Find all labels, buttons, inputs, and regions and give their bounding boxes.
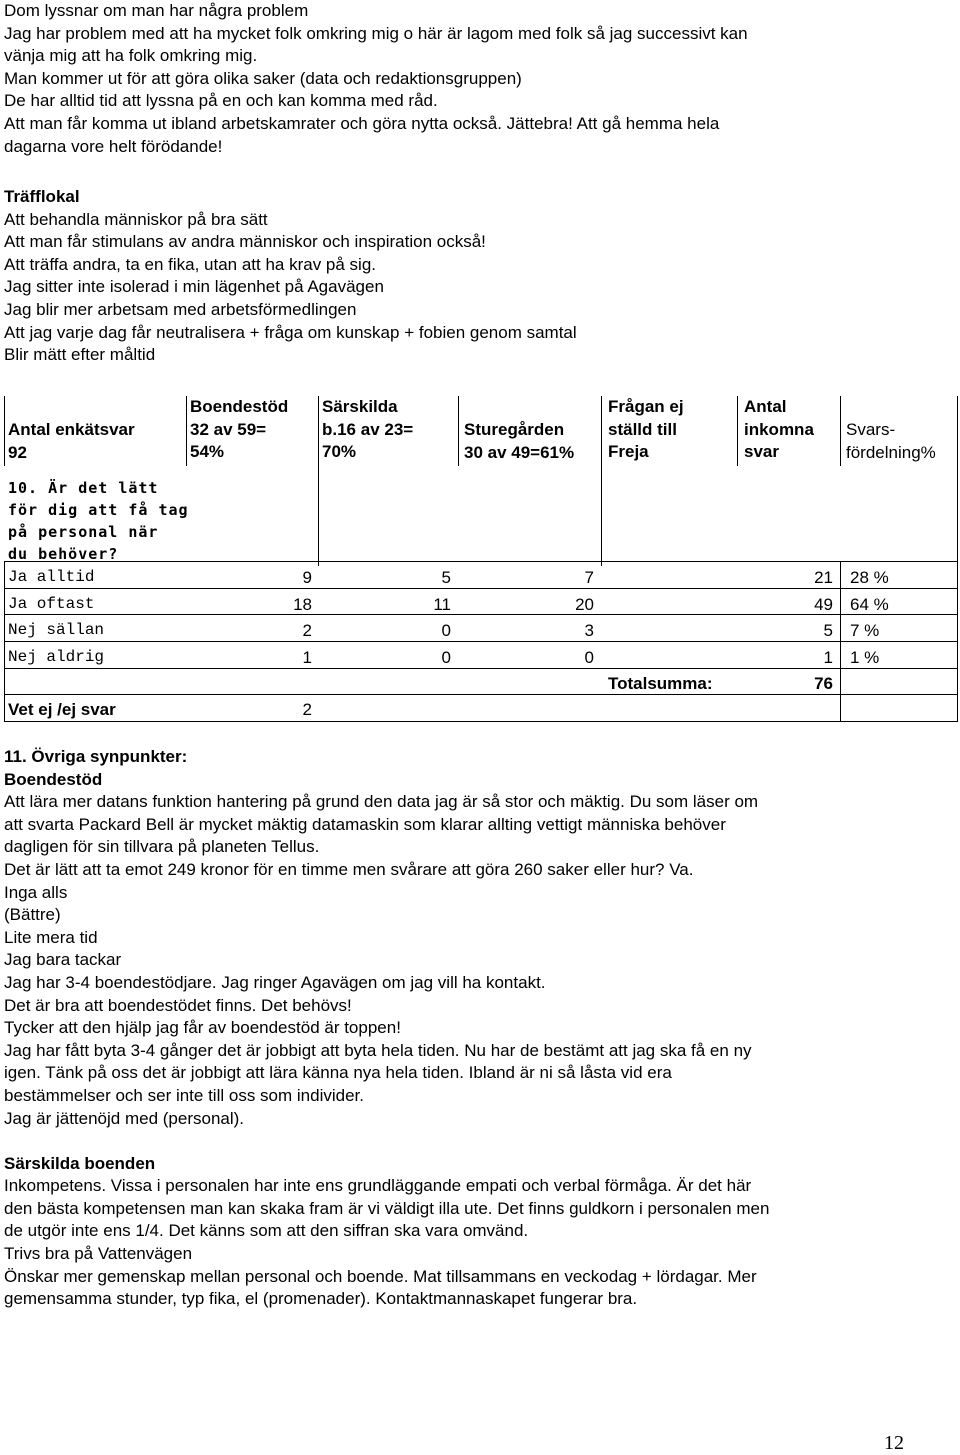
intro-text bbox=[4, 0, 954, 158]
row-value-boendestod: 18 bbox=[293, 595, 312, 614]
comment-line: Önskar mer gemenskap mellan personal och boende. Mat tillsammans en veckodag + lördagar. Mer bbox=[4, 1266, 757, 1286]
table-divider bbox=[318, 396, 319, 466]
intro-line: Man kommer ut för att göra olika saker (data och redaktionsgruppen) bbox=[4, 68, 522, 88]
intro-line: Dom lyssnar om man har några problem bbox=[4, 1, 309, 20]
row-value-sturegarden: 7 bbox=[584, 568, 594, 587]
header-boendestod bbox=[190, 396, 288, 464]
header-text: 30 av 49=61% bbox=[464, 442, 575, 462]
header-text: b.16 av 23= bbox=[322, 419, 414, 439]
comment-line: Jag bara tackar bbox=[4, 950, 122, 970]
table-rule bbox=[4, 588, 958, 589]
row-label: Nej aldrig bbox=[8, 648, 105, 666]
traffokal-line: Blir mätt efter måltid bbox=[4, 345, 156, 365]
question-text: på personal när bbox=[8, 523, 159, 541]
header-text: Antal enkätsvar bbox=[8, 420, 135, 439]
comment-line: Jag är jättenöjd med (personal). bbox=[4, 1108, 245, 1128]
row-value-sturegarden: 0 bbox=[584, 648, 594, 667]
header-text: 70% bbox=[322, 442, 357, 462]
header-fragan-ej bbox=[608, 396, 684, 464]
header-text: inkomna bbox=[744, 419, 814, 439]
table-divider bbox=[601, 396, 602, 466]
comment-line: Det är lätt att ta emot 249 kronor för en timme men svårare att göra 260 saker eller hur? Va. bbox=[4, 859, 694, 879]
header-text: 32 av 59= bbox=[190, 419, 267, 439]
row-value-sturegarden: 3 bbox=[584, 621, 594, 640]
header-text: ställd till bbox=[608, 419, 677, 439]
row-value-sarskilda: 0 bbox=[441, 621, 451, 640]
header-sturegarden bbox=[464, 419, 574, 464]
row-value-antal: 5 bbox=[823, 621, 833, 640]
question-text: du behöver? bbox=[8, 545, 119, 563]
subsection-heading: Boendestöd bbox=[4, 769, 103, 789]
comment-line: att svarta Packard Bell är mycket mäktig datamaskin som klarar allting vettigt människa behöver bbox=[4, 814, 726, 834]
header-antal-inkomna bbox=[744, 396, 814, 464]
total-label: Totalsumma: bbox=[608, 674, 713, 693]
header-text: 54% bbox=[190, 442, 225, 462]
row-value-sturegarden: 20 bbox=[575, 595, 594, 614]
comment-line: (Bättre) bbox=[4, 905, 61, 925]
row-value-boendestod: 9 bbox=[302, 568, 312, 587]
table-rule bbox=[4, 721, 958, 722]
row-value-pct: 28 % bbox=[850, 568, 889, 587]
header-text: 92 bbox=[8, 442, 27, 462]
comment-line: Lite mera tid bbox=[4, 927, 98, 947]
row-value-boendestod: 2 bbox=[302, 621, 312, 640]
traffokal-line: Att man får stimulans av andra människor och inspiration också! bbox=[4, 232, 486, 252]
row-value-sarskilda: 5 bbox=[441, 568, 451, 587]
comment-line: Inga alls bbox=[4, 882, 68, 902]
row-label: Nej sällan bbox=[8, 621, 105, 639]
comment-line: den bästa kompetensen man kan skaka fram är vi väldigt illa ute. Det finns guldkorn i personalen men bbox=[4, 1198, 770, 1218]
comment-line: de utgör inte ens 1/4. Det känns som att den siffran ska vara omvänd. bbox=[4, 1221, 529, 1241]
table-divider bbox=[4, 396, 5, 466]
header-text: Svars- bbox=[846, 420, 896, 439]
row-value-sarskilda: 0 bbox=[441, 648, 451, 667]
row-value-antal: 1 bbox=[823, 648, 833, 667]
comment-line: igen. Tänk på oss det är jobbigt att lära känna nya hela tiden. Ibland är ni så låsta vid era bbox=[4, 1063, 672, 1083]
survey-table bbox=[4, 396, 958, 722]
section-heading: Träfflokal bbox=[4, 187, 80, 206]
vet-ej-value: 2 bbox=[302, 700, 312, 719]
intro-line: vänja mig att ha folk omkring mig. bbox=[4, 46, 258, 66]
header-text: Freja bbox=[608, 442, 649, 462]
comment-line: gemensamma stunder, typ fika, el (promenader). Kontaktmannaskapet fungerar bra. bbox=[4, 1289, 638, 1309]
traffokal-line: Jag sitter inte isolerad i min lägenhet på Agavägen bbox=[4, 277, 384, 297]
traffokal-line: Jag blir mer arbetsam med arbetsförmedlingen bbox=[4, 299, 357, 319]
question-text: 10. Är det lätt bbox=[8, 479, 159, 497]
table-divider bbox=[840, 396, 841, 466]
table-divider bbox=[737, 396, 738, 466]
intro-line: Att man får komma ut ibland arbetskamrater och göra nytta också. Jättebra! Att gå hemma hela bbox=[4, 113, 720, 133]
row-value-pct: 7 % bbox=[850, 621, 880, 640]
intro-line: De har alltid tid att lyssna på en och kan komma med råd. bbox=[4, 91, 438, 111]
question-text: för dig att få tag bbox=[8, 501, 189, 519]
table-rule bbox=[4, 694, 958, 695]
traffokal-line: Att behandla människor på bra sätt bbox=[4, 209, 268, 229]
row-label: Ja oftast bbox=[8, 595, 95, 613]
comment-line: bestämmelser och ser inte till oss som individer. bbox=[4, 1085, 364, 1105]
table-divider bbox=[458, 396, 459, 466]
header-svarsfordelning bbox=[846, 419, 936, 464]
page-number: 12 bbox=[884, 1432, 904, 1454]
header-text: Särskilda bbox=[322, 397, 398, 416]
row-value-antal: 49 bbox=[814, 595, 833, 614]
table-divider bbox=[318, 466, 319, 566]
subsection-heading: Särskilda boenden bbox=[4, 1153, 156, 1173]
vet-ej-label: Vet ej /ej svar bbox=[8, 700, 116, 719]
table-rule bbox=[4, 641, 958, 642]
ovriga-section bbox=[4, 746, 954, 1311]
comment-line: dagligen för sin tillvara på planeten Tellus. bbox=[4, 837, 320, 857]
traffokal-section bbox=[4, 186, 954, 367]
table-rule bbox=[4, 668, 958, 669]
traffokal-line: Att träffa andra, ta en fika, utan att ha krav på sig. bbox=[4, 254, 377, 274]
header-text: Boendestöd bbox=[190, 397, 289, 416]
total-value: 76 bbox=[814, 674, 833, 693]
intro-line: Jag har problem med att ha mycket folk omkring mig o här är lagom med folk så jag successivt kan bbox=[4, 23, 748, 43]
comment-line: Jag har fått byta 3-4 gånger det är jobbigt att byta hela tiden. Nu har de bestämt att jag ska få en ny bbox=[4, 1040, 752, 1060]
comment-line: Trivs bra på Vattenvägen bbox=[4, 1244, 193, 1264]
intro-line: dagarna vore helt förödande! bbox=[4, 136, 223, 156]
header-text: svar bbox=[744, 442, 779, 462]
header-text: Sturegården bbox=[464, 420, 565, 439]
comment-line: Det är bra att boendestödet finns. Det behövs! bbox=[4, 995, 352, 1015]
row-value-pct: 64 % bbox=[850, 595, 889, 614]
comment-line: Att lära mer datans funktion hantering på grund den data jag är så stor och mäktig. Du som läser om bbox=[4, 792, 759, 812]
table-divider bbox=[601, 466, 602, 566]
row-label: Ja alltid bbox=[8, 568, 95, 586]
header-antal-enkatsvar bbox=[8, 419, 135, 464]
row-value-antal: 21 bbox=[814, 568, 833, 587]
table-divider bbox=[186, 396, 187, 466]
question-10 bbox=[8, 477, 189, 565]
comment-line: Inkompetens. Vissa i personalen har inte ens grundläggande empati och verbal förmåga. Är det här bbox=[4, 1176, 752, 1196]
table-divider bbox=[957, 396, 958, 721]
row-value-pct: 1 % bbox=[850, 648, 880, 667]
spacer bbox=[4, 1130, 954, 1153]
header-sarskilda bbox=[322, 396, 413, 464]
row-value-sarskilda: 11 bbox=[433, 595, 451, 614]
header-text: Frågan ej bbox=[608, 397, 684, 416]
header-text: Antal bbox=[744, 397, 787, 416]
section-heading: 11. Övriga synpunkter: bbox=[4, 747, 188, 766]
comment-line: Jag har 3-4 boendestödjare. Jag ringer Agavägen om jag vill ha kontakt. bbox=[4, 972, 546, 992]
row-value-boendestod: 1 bbox=[302, 648, 312, 667]
comment-line: Tycker att den hjälp jag får av boendestöd är toppen! bbox=[4, 1018, 401, 1038]
traffokal-line: Att jag varje dag får neutralisera + fråga om kunskap + fobien genom samtal bbox=[4, 322, 577, 342]
header-text: fördelning% bbox=[846, 442, 936, 462]
